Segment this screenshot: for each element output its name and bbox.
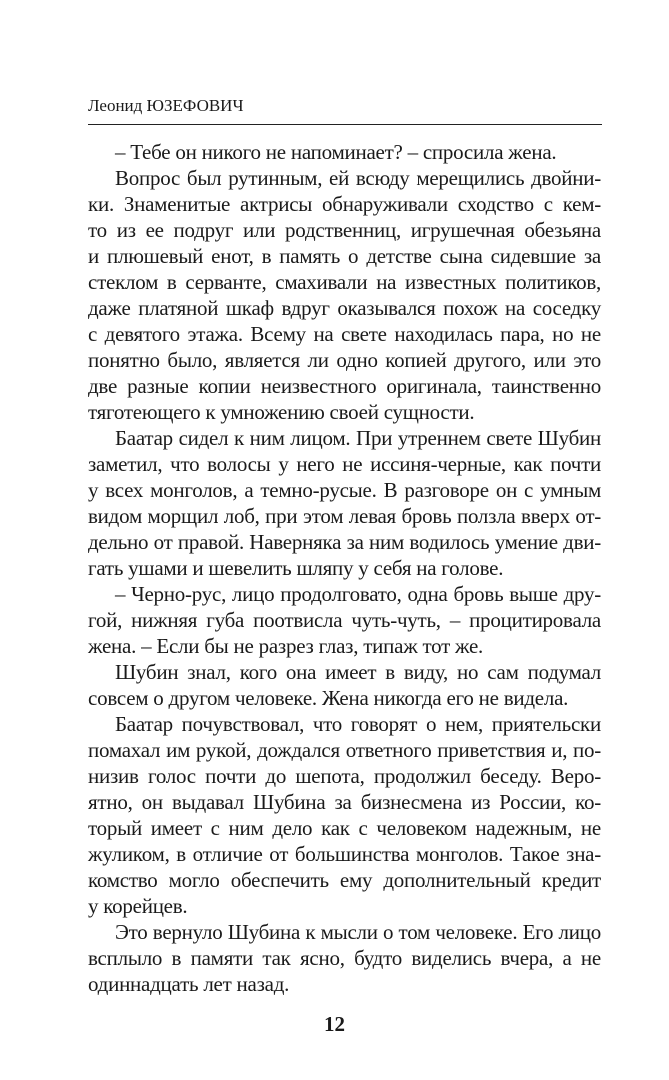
paragraph <box>88 711 601 919</box>
paragraph <box>88 139 601 165</box>
text-line: даже платяной шкаф вдруг оказывался похож на соседку <box>88 296 601 320</box>
text-line: Шубин знал, кого она имеет в виду, но сам подумал <box>115 660 601 684</box>
text-line: жуликом, в отличие от большинства монголов. Такое зна- <box>88 842 601 866</box>
text-line: понятно было, является ли одно копией другого, или это <box>88 348 601 372</box>
header-rule <box>88 124 602 125</box>
text-line: комство могло обеспечить ему дополнительный кредит <box>88 868 601 892</box>
text-line: у всех монголов, а темно-русые. В разговоре он с умным <box>88 478 601 502</box>
text-line: одиннадцать лет назад. <box>88 972 290 996</box>
text-line: Это вернуло Шубина к мысли о том человеке. Его лицо <box>115 920 601 944</box>
text-line: дельно от правой. Наверняка за ним водилось умение дви- <box>88 530 601 554</box>
body-text <box>88 139 601 997</box>
text-line: всплыло в памяти так ясно, будто виделись вчера, а не <box>88 946 601 970</box>
text-line: Баатар почувствовал, что говорят о нем, приятельски <box>115 712 601 736</box>
text-line: с девятого этажа. Всему на свете находилась пара, но не <box>88 322 601 346</box>
text-line: видом морщил лоб, при этом левая бровь ползла вверх от- <box>88 504 601 528</box>
text-line: ятно, он выдавал Шубина за бизнесмена из России, ко- <box>88 790 601 814</box>
text-line: тяготеющего к умножению своей сущности. <box>88 400 475 424</box>
text-line: гой, нижняя губа поотвисла чуть-чуть, – процитировала <box>88 608 601 632</box>
paragraph <box>88 659 601 711</box>
paragraph <box>88 919 601 997</box>
text-line: гать ушами и шевелить шляпу у себя на голове. <box>88 556 504 580</box>
text-line: совсем о другом человеке. Жена никогда его не видела. <box>88 686 569 710</box>
text-line: жена. – Если бы не разрез глаз, типаж тот же. <box>88 634 484 658</box>
text-line: у корейцев. <box>88 894 188 918</box>
paragraph <box>88 425 601 581</box>
text-line: заметил, что волосы у него не иссиня-черные, как почти <box>88 452 601 476</box>
text-line: то из ее подруг или родственниц, игрушечная обезьяна <box>88 218 601 242</box>
text-line: Вопрос был рутинным, ей всюду мерещились двойни- <box>115 166 601 190</box>
text-line: низив голос почти до шепота, продолжил беседу. Веро- <box>88 764 601 788</box>
text-line: ки. Знаменитые актрисы обнаруживали сходство с кем- <box>88 192 601 216</box>
text-line: и плюшевый енот, в память о детстве сына сидевшие за <box>88 244 601 268</box>
paragraph <box>88 581 601 659</box>
text-line: стеклом в серванте, смахивали на известных политиков, <box>88 270 601 294</box>
text-line: две разные копии неизвестного оригинала, таинственно <box>88 374 601 398</box>
running-header-author: Леонид ЮЗЕФОВИЧ <box>88 96 244 115</box>
text-line: помахал им рукой, дождался ответного приветствия и, по- <box>88 738 601 762</box>
text-line: Баатар сидел к ним лицом. При утреннем свете Шубин <box>115 426 601 450</box>
paragraph <box>88 165 601 425</box>
text-line: торый имеет с ним дело как с человеком надежным, не <box>88 816 601 840</box>
page-number: 12 <box>324 1012 345 1036</box>
text-line: – Черно-рус, лицо продолговато, одна бровь выше дру- <box>115 582 601 606</box>
text-line: – Тебе он никого не напоминает? – спросила жена. <box>115 140 557 164</box>
